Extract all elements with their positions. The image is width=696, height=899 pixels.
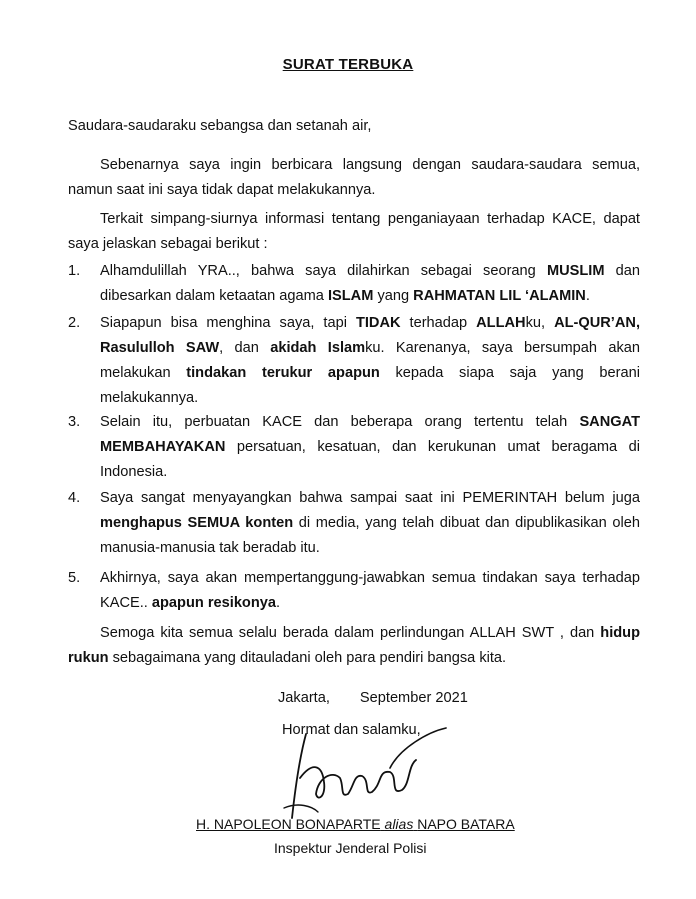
signer-title: Inspektur Jenderal Polisi xyxy=(274,840,427,856)
date: September 2021 xyxy=(359,690,468,706)
intro-paragraph-1: Sebenarnya saya ingin berbicara langsung dengan saudara-saudara semua, namun saat ini saya tidak dapat melakukannya. xyxy=(68,157,640,198)
signer-name: H. NAPOLEON BONAPARTE alias NAPO BATARA xyxy=(196,816,515,832)
list-item-text: Selain itu, perbuatan KACE dan beberapa orang tertentu telah SANGAT MEMBAHAYAKAN persatuan, kesatuan, dan kerukunan umat beragama di Indonesia. xyxy=(100,414,640,480)
list-item-number: 5. xyxy=(68,570,81,586)
list-item-number: 2. xyxy=(68,315,81,331)
letter-title: SURAT TERBUKA xyxy=(282,56,414,73)
list-item xyxy=(68,410,640,485)
regards: Hormat dan salamku, xyxy=(282,722,421,738)
list-item xyxy=(68,311,640,411)
intro-paragraph-2: Terkait simpang-siurnya informasi tentang penganiayaan terhadap KACE, dapat saya jelaskan sebagai berikut : xyxy=(68,211,640,252)
list-item-text: Alhamdulillah YRA.., bahwa saya dilahirkan sebagai seorang MUSLIM dan dibesarkan dalam ketaatan agama ISLAM yang RAHMATAN LIL ‘ALAMIN. xyxy=(100,263,641,304)
handwritten-signature xyxy=(278,726,448,826)
list-item-number: 3. xyxy=(68,414,81,430)
place-and-date xyxy=(278,690,468,706)
salutation: Saudara-saudaraku sebangsa dan setanah air, xyxy=(68,118,372,134)
list-item-number: 4. xyxy=(68,490,81,506)
list-item-text: Saya sangat menyayangkan bahwa sampai saat ini PEMERINTAH belum juga menghapus SEMUA konten di media, yang telah dibuat dan dipublikasikan oleh manusia-manusia tak beradab itu. xyxy=(100,490,640,556)
list-item xyxy=(68,566,640,616)
list-item-number: 1. xyxy=(68,263,81,279)
closing-paragraph: Semoga kita semua selalu berada dalam perlindungan ALLAH SWT , dan hidup rukun sebagaimana yang ditauladani oleh para pendiri bangsa kita. xyxy=(68,625,640,666)
list-item xyxy=(68,486,640,561)
list-item-text: Siapapun bisa menghina saya, tapi TIDAK terhadap ALLAHku, AL-QUR’AN, Rasululloh SAW, dan akidah Islamku. Karenanya, saya bersumpah akan melakukan tindakan terukur apapun kepada siapa saja yang berani melakukannya. xyxy=(100,315,641,406)
place: Jakarta, xyxy=(278,690,330,706)
list-item-text: Akhirnya, saya akan mempertanggung-jawabkan semua tindakan saya terhadap KACE.. apapun resikonya. xyxy=(100,570,640,611)
list-item xyxy=(68,259,640,309)
